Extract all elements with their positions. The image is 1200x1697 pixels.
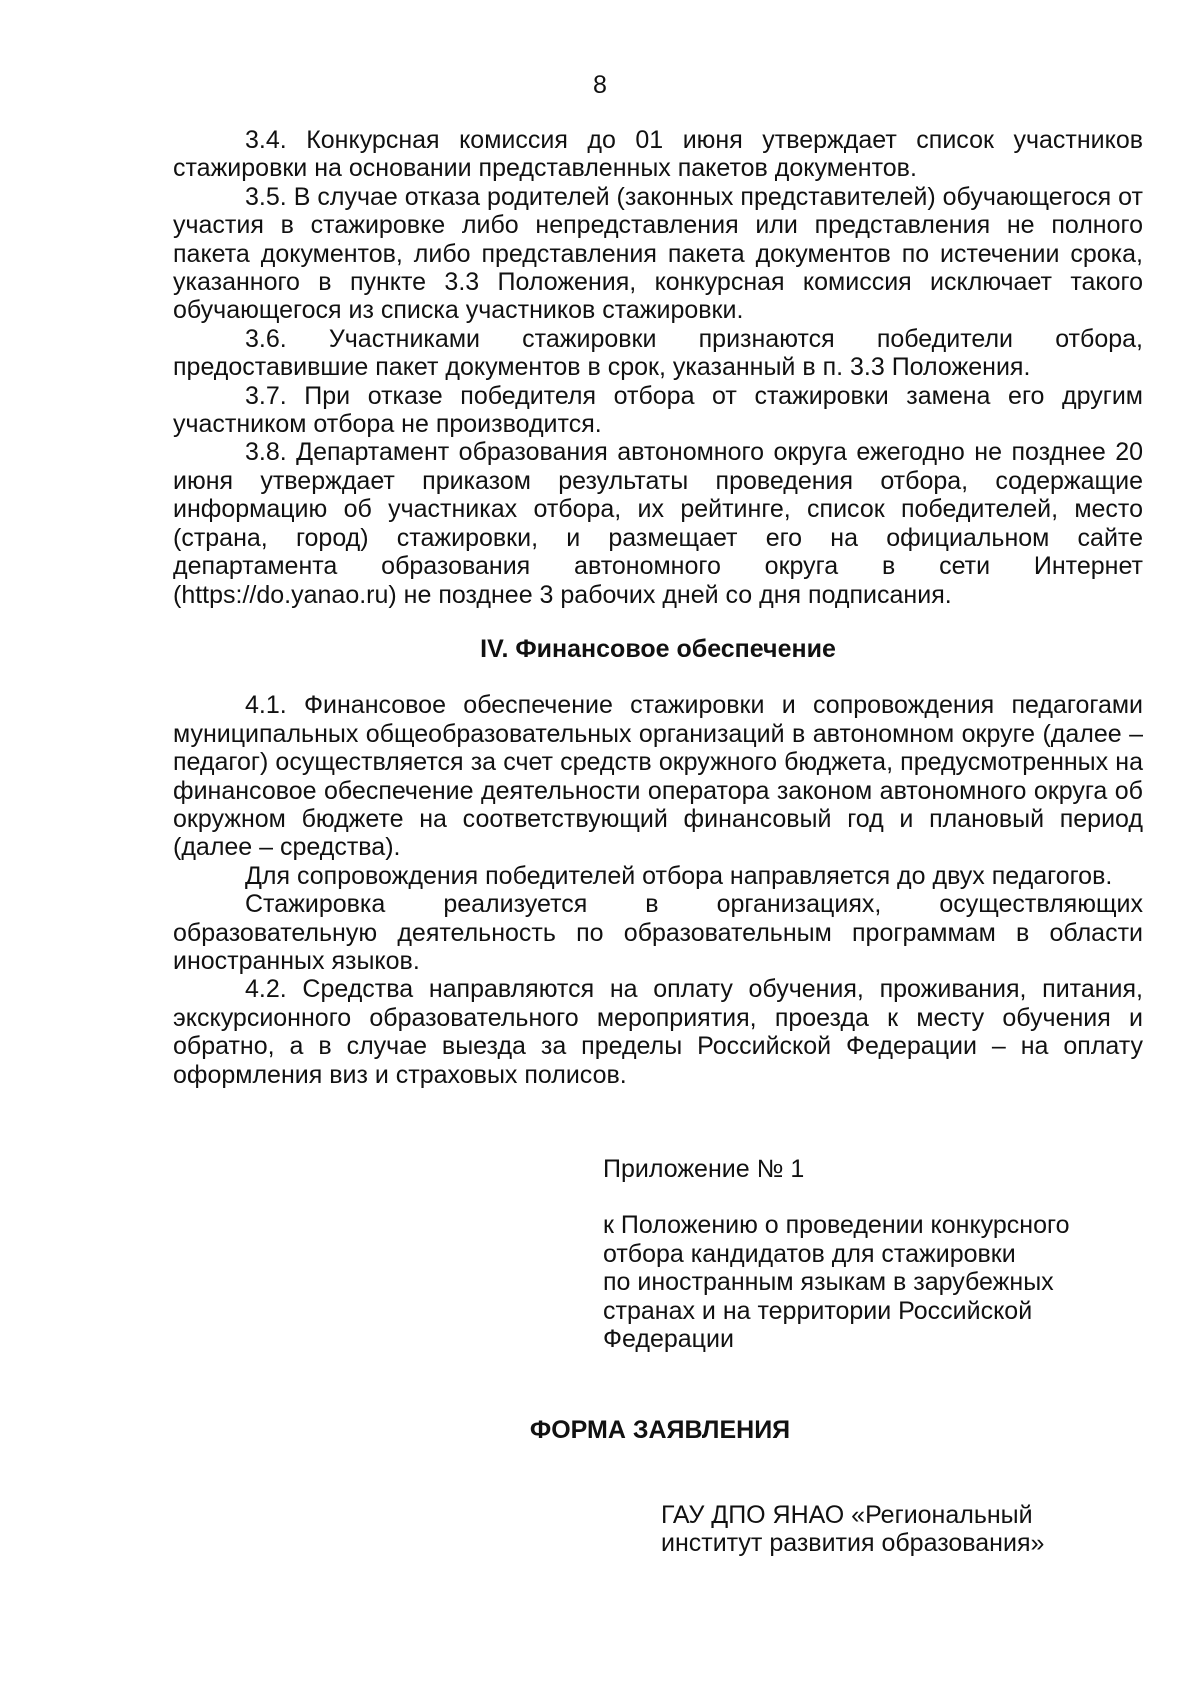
paragraph-3-8: 3.8. Департамент образования автономного округа ежегодно не позднее 20 июня утверждает приказом результаты проведения отбора, содержащие информацию об участниках отбора, их рейтинге, список победителей, место (страна, город) стажировки, и размещает его на официальном сайте департамента образования автономного округа в сети Интернет (https://do.yanao.ru) не позднее 3 рабочих дней со дня подписания. bbox=[173, 438, 1143, 609]
paragraph-4-1-organizations: Стажировка реализуется в организациях, осуществляющих образовательную деятельность по образовательным программам в области иностранных языков. bbox=[173, 890, 1143, 975]
paragraph-4-2: 4.2. Средства направляются на оплату обучения, проживания, питания, экскурсионного образовательного мероприятия, проезда к месту обучения и обратно, а в случае выезда за пределы Российской Федерации – на оплату оформления виз и страховых полисов. bbox=[173, 975, 1143, 1089]
paragraph-3-7: 3.7. При отказе победителя отбора от стажировки замена его другим участником отбора не производится. bbox=[173, 381, 1143, 439]
document-body bbox=[173, 126, 1143, 1089]
form-title: ФОРМА ЗАЯВЛЕНИЯ bbox=[529, 1416, 791, 1444]
appendix-block bbox=[603, 1155, 1123, 1353]
paragraph-4-1-escort: Для сопровождения победителей отбора направляется до двух педагогов. bbox=[245, 861, 1113, 890]
paragraph-3-5: 3.5. В случае отказа родителей (законных представителей) обучающегося от участия в стажировке либо непредставления или представления не полного пакета документов, либо представления пакета документов по истечении срока, указанного в пункте 3.3 Положения, конкурсная комиссия исключает такого обучающегося из списка участников стажировки. bbox=[173, 182, 1143, 325]
section-4-heading: IV. Финансовое обеспечение bbox=[480, 634, 836, 663]
page-number: 8 bbox=[593, 71, 607, 99]
appendix-title: Приложение № 1 bbox=[603, 1155, 805, 1183]
paragraph-3-6: 3.6. Участниками стажировки признаются победители отбора, предоставившие пакет документов в срок, указанный в п. 3.3 Положения. bbox=[173, 324, 1143, 382]
paragraph-3-4: 3.4. Конкурсная комиссия до 01 июня утверждает список участников стажировки на основании представленных пакетов документов. bbox=[173, 126, 1143, 183]
paragraph-4-1: 4.1. Финансовое обеспечение стажировки и сопровождения педагогами муниципальных общеобразовательных организаций в автономном округе (далее – педагог) осуществляется за счет средств окружного бюджета, предусмотренных на финансовое обеспечение деятельности оператора законом автономного округа об окружном бюджете на соответствующий финансовый год и плановый период (далее – средства). bbox=[173, 691, 1143, 862]
appendix-subtitle: к Положению о проведении конкурсного отбора кандидатов для стажировки по иностранным языкам в зарубежных странах и на территории Российской Федерации bbox=[603, 1211, 1070, 1354]
addressee: ГАУ ДПО ЯНАО «Региональный институт развития образования» bbox=[661, 1501, 1045, 1558]
